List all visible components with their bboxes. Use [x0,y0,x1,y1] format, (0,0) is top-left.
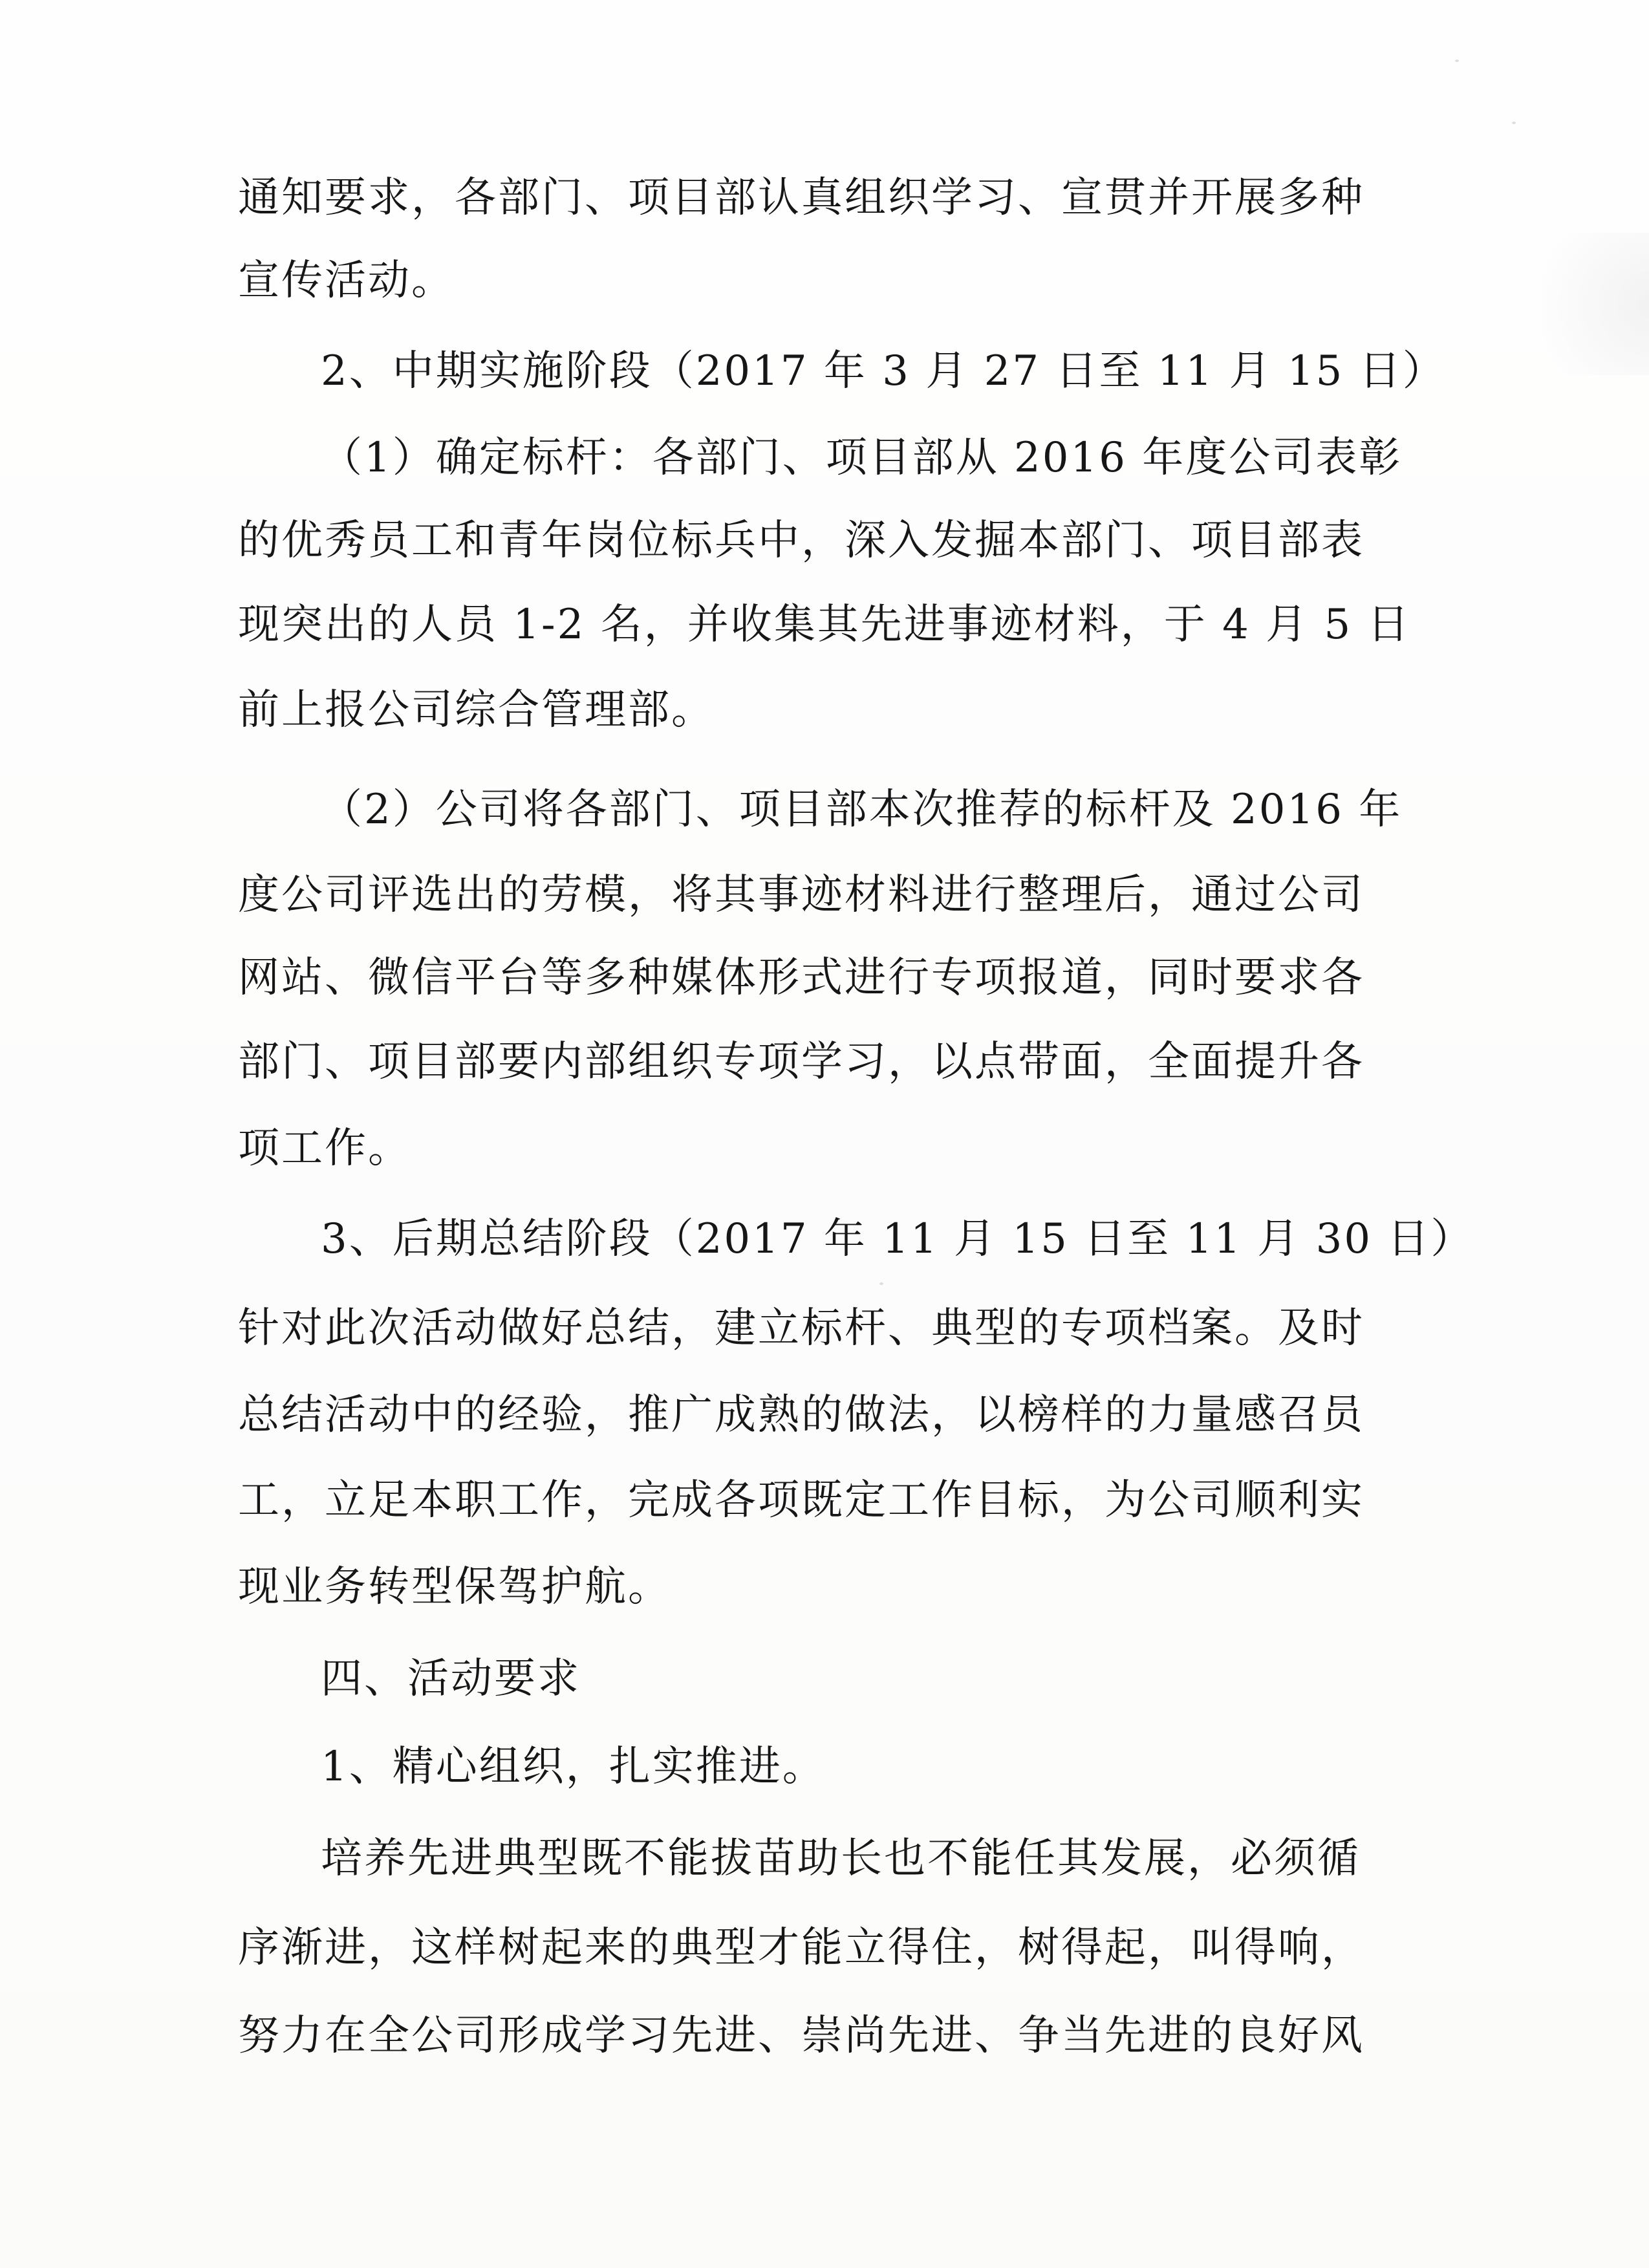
scan-speck [879,1282,883,1285]
body-line: 前上报公司综合管理部。 [238,686,715,734]
section-heading: 四、活动要求 [321,1655,581,1703]
body-line: （1）确定标杆：各部门、项目部从 2016 年度公司表彰 [321,434,1403,482]
body-line: 针对此次活动做好总结，建立标杆、典型的专项档案。及时 [238,1304,1364,1352]
body-line: 序渐进，这样树起来的典型才能立得住，树得起，叫得响， [238,1924,1364,1972]
body-line: 总结活动中的经验，推广成熟的做法，以榜样的力量感召员 [238,1391,1364,1439]
scan-speck [1512,122,1516,124]
section-heading: 1、精心组织，扎实推进。 [321,1743,826,1791]
body-line: 通知要求，各部门、项目部认真组织学习、宣贯并开展多种 [238,174,1364,222]
body-line: 网站、微信平台等多种媒体形式进行专项报道，同时要求各 [238,954,1364,1002]
scan-edge-shadow [1507,233,1649,375]
body-line: 的优秀员工和青年岗位标兵中，深入发掘本部门、项目部表 [238,517,1364,565]
body-line: 现突出的人员 1-2 名，并收集其先进事迹材料，于 4 月 5 日 [238,601,1411,649]
section-heading: 3、后期总结阶段（2017 年 11 月 15 日至 11 月 30 日） [321,1215,1474,1263]
body-line: 努力在全公司形成学习先进、崇尚先进、争当先进的良好风 [238,2012,1364,2060]
body-line: 宣传活动。 [238,257,455,305]
body-line: 项工作。 [238,1125,411,1172]
section-heading: 2、中期实施阶段（2017 年 3 月 27 日至 11 月 15 日） [321,347,1446,395]
body-line: 培养先进典型既不能拔苗助长也不能任其发展，必须循 [321,1835,1361,1883]
body-line: 度公司评选出的劳模，将其事迹材料进行整理后，通过公司 [238,871,1364,919]
body-line: 部门、项目部要内部组织专项学习，以点带面，全面提升各 [238,1038,1364,1086]
body-line: 现业务转型保驾护航。 [238,1563,671,1611]
body-line: 工，立足本职工作，完成各项既定工作目标，为公司顺利实 [238,1476,1364,1524]
body-line: （2）公司将各部门、项目部本次推荐的标杆及 2016 年 [321,786,1403,834]
scan-speck [1455,59,1459,62]
